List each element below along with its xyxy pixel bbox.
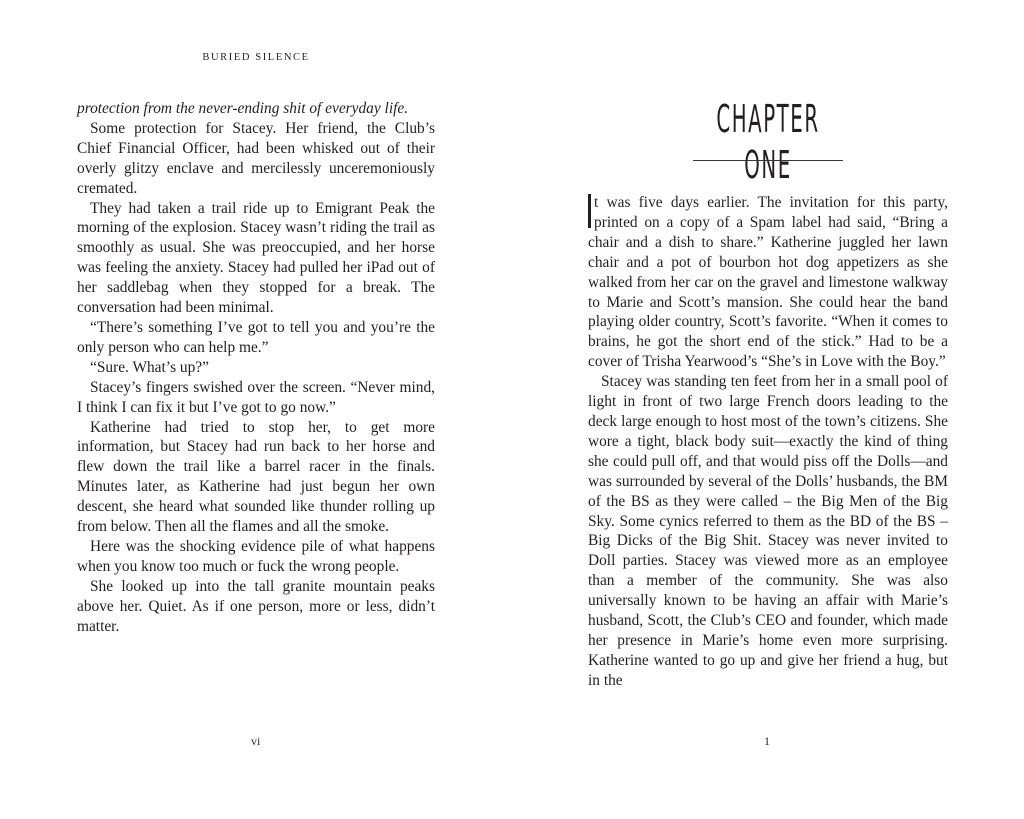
paragraph: Here was the shocking evidence pile of what happens when you know too much or fuck the wrong people. — [77, 537, 435, 575]
paragraph: She looked up into the tall granite mountain peaks above her. Quiet. As if one person, more or less, didn’t matter. — [77, 577, 435, 635]
paragraph: They had taken a trail ride up to Emigrant Peak the morning of the explosion. Stacey wasn’t riding the trail as smoothly as usual. She was preoccupied, and her horse was feeling the anxiety. Stacey had pulled her iPad out of her saddlebag when they stopped for a break. The conversation had been minimal. — [77, 199, 435, 317]
chapter-divider — [693, 160, 843, 161]
right-page-body — [588, 193, 948, 691]
paragraph: Stacey’s fingers swished over the screen. “Never mind, I think I can fix it but I’ve got to go now.” — [77, 378, 435, 416]
paragraph: Katherine had tried to stop her, to get more information, but Stacey had run back to her horse and flew down the trail like a barrel racer in the finals. Minutes later, as Katherine had just begun her own descent, she heard what sounded like thunder rolling up from below. Then all the flames and all the smoke. — [77, 418, 435, 536]
page-number: vi — [251, 734, 261, 748]
paragraph: protection from the never-ending shit of everyday life. — [77, 100, 409, 117]
page-number: 1 — [764, 734, 770, 748]
paragraph: Some protection for Stacey. Her friend, the Club’s Chief Financial Officer, had been whisked out of their overly glitzy enclave and mercilessly unceremoniously cremated. — [77, 119, 435, 197]
drop-cap — [588, 194, 591, 228]
opening-paragraph — [588, 193, 948, 372]
right-page — [512, 0, 1024, 819]
paragraph: “Sure. What’s up?” — [90, 358, 209, 376]
running-head: BURIED SILENCE — [202, 52, 310, 63]
paragraph: Stacey was standing ten feet from her in a small pool of light in front of two large French doors leading to the deck large enough to host most of the town’s citizens. She wore a tight, black body suit—exactly the kind of thing she could pull off, and that would piss off the Dolls—and was surrounded by several of the Dolls’ husbands, the BM of the BS as they were called – the Big Men of the Big Sky. Some cynics referred to them as the BD of the BS – Big Dicks of the Big Shit. Stacey was never invited to Doll parties. Stacey was viewed more as an employee than a member of the community. She was also universally known to be having an affair with Marie’s husband, Scott, the Club’s CEO and founder, which made her presence in Marie’s home even more surprising. Katherine wanted to go up and give her friend a hug, but in the — [588, 373, 948, 689]
left-page-body — [77, 99, 435, 636]
chapter-title: CHAPTER ONE — [716, 97, 820, 187]
paragraph: “There’s something I’ve got to tell you and you’re the only person who can help me.” — [77, 318, 435, 356]
opening-paragraph-text: t was five days earlier. The invitation for this party, printed on a copy of a Spam label had said, “Bring a chair and a dish to share.” Katherine juggled her lawn chair and a pot of bourbon hot dog appetizers as she walked from her car on the gravel and limestone walkway to Marie and Scott’s mansion. She could hear the band playing older country, Scott’s favorite. “When it comes to brains, he got the short end of the stick.” Had to be a cover of Trisha Yearwood’s “She’s in Love with the Boy.” — [588, 194, 948, 371]
